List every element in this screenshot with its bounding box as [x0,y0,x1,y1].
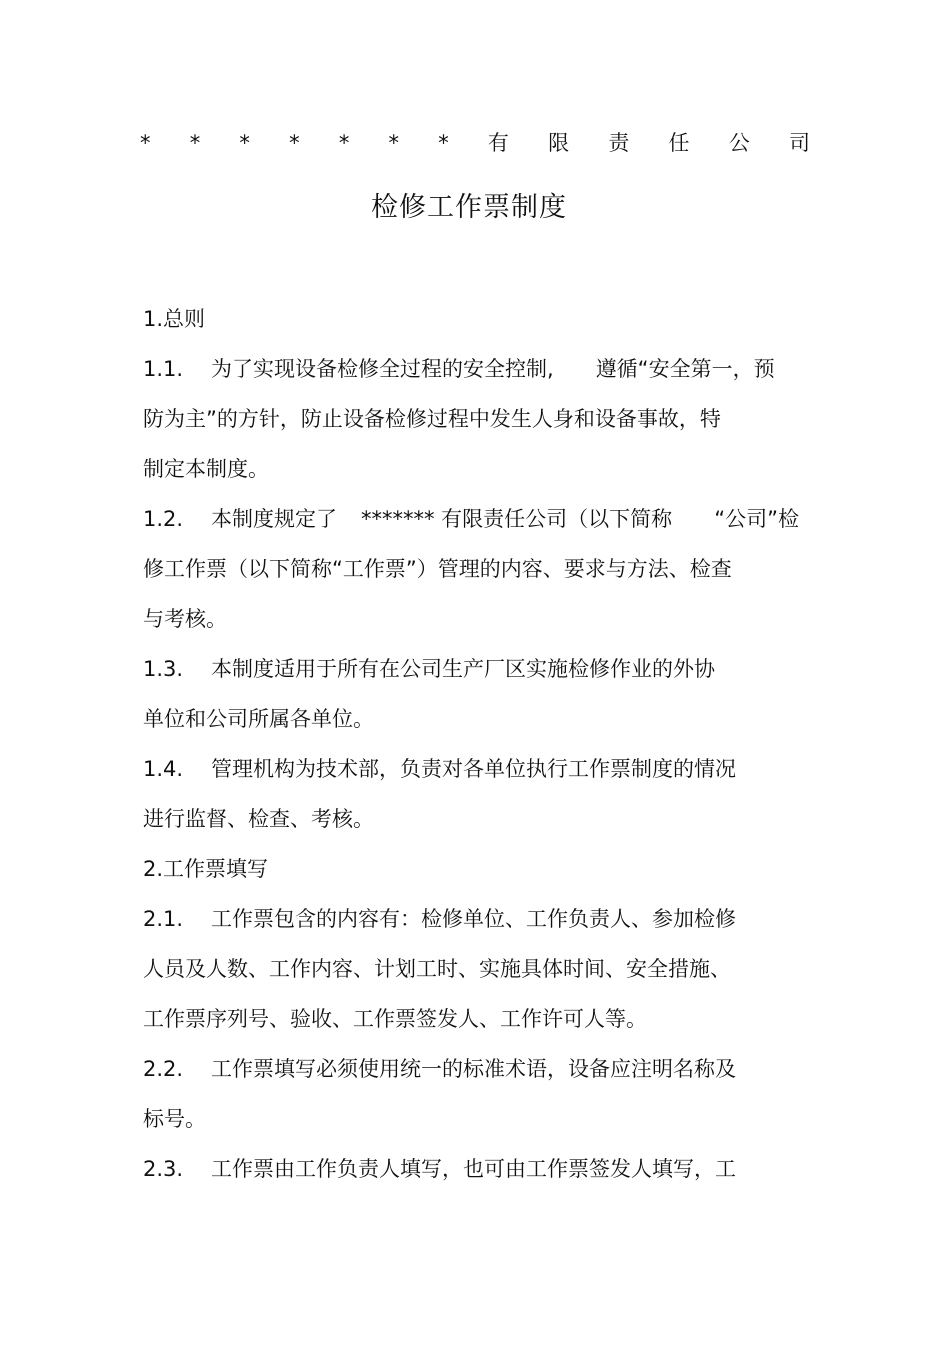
clause-number: 2.1. [143,907,184,931]
clause-line: 修工作票（以下简称“工作票”）管理的内容、要求与方法、检查 [143,557,732,581]
clause-line: 防为主”的方针，防止设备检修过程中发生人身和设备事故，特 [143,407,721,431]
clause-line: 与考核。 [143,607,227,631]
clause-line: 制定本制度。 [143,457,269,481]
clause-text: “公司”检 [714,507,799,531]
clause-line [143,1154,813,1204]
clause-line [143,504,813,554]
clause-line [143,354,813,404]
company-char: * [388,131,400,155]
clause-number: 1.1. [143,357,184,381]
clause-line [143,904,813,954]
clause-text: 工作票包含的内容有：检修单位、工作负责人、参加检修 [211,907,736,931]
clause-text: 遵循“安全第一，预 [595,357,775,381]
clause-line: 进行监督、检查、考核。 [143,807,374,831]
document-title: 检修工作票制度 [371,192,567,223]
clause-number: 2.3. [143,1157,184,1181]
company-char: * [289,131,300,155]
clause-text: 为了实现设备检修全过程的安全控制, [211,357,554,381]
section-heading: 1.总则 [143,307,206,331]
company-char: * [239,131,250,155]
clause-line [143,1054,813,1104]
company-char: 任 [668,131,690,155]
clause-line [143,754,813,804]
clause-number: 1.3. [143,657,184,681]
clause-number: 2.2. [143,1057,184,1081]
clause-line: 工作票序列号、验收、工作票签发人、工作许可人等。 [143,1007,647,1031]
clause-text: 工作票由工作负责人填写，也可由工作票签发人填写，工 [211,1157,736,1181]
clause-line: 人员及人数、工作内容、计划工时、实施具体时间、安全措施、 [143,957,731,981]
company-char: 有 [487,131,509,155]
clause-text: 本制度规定了 [211,507,337,531]
company-char: * [189,131,201,155]
clause-line [143,654,813,704]
clause-number: 1.2. [143,507,184,531]
clause-text: 本制度适用于所有在公司生产厂区实施检修作业的外协 [211,657,715,681]
clause-text: ******* 有限责任公司（以下简称 [361,507,673,531]
clause-number: 1.4. [143,757,184,781]
company-char: 责 [608,131,630,155]
clause-text: 工作票填写必须使用统一的标准术语，设备应注明名称及 [211,1057,736,1081]
company-char: 公 [728,131,750,155]
clause-line: 标号。 [143,1107,206,1131]
company-char: 限 [548,131,570,155]
company-char: 司 [788,131,810,155]
company-name [140,128,810,158]
company-char: * [140,131,151,155]
document-body [143,304,813,1204]
clause-text: 管理机构为技术部，负责对各单位执行工作票制度的情况 [211,757,736,781]
company-char: * [438,131,449,155]
clause-line: 单位和公司所属各单位。 [143,707,374,731]
company-char: * [338,131,350,155]
section-heading: 2.工作票填写 [143,857,269,881]
